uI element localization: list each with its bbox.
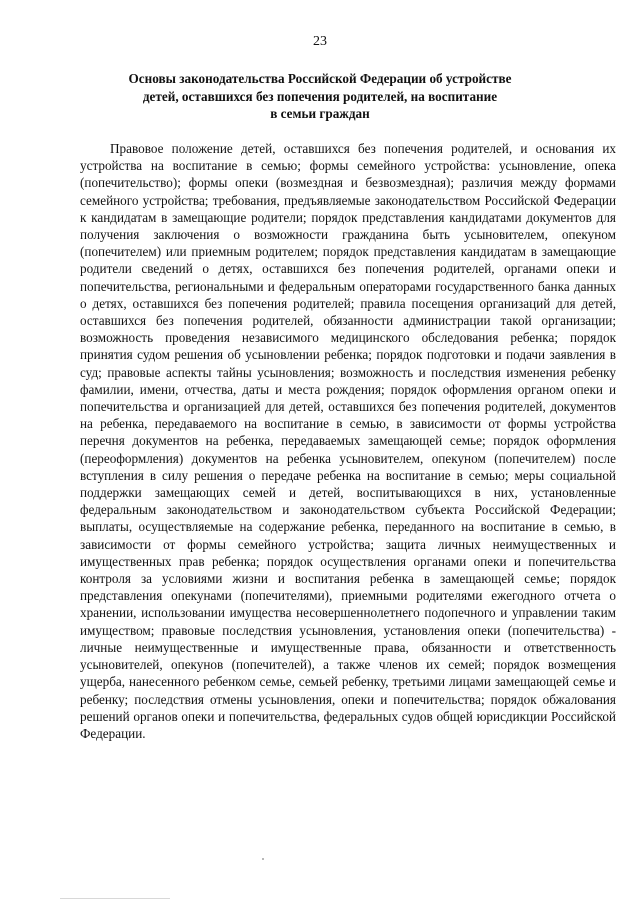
section-title: [80, 70, 560, 123]
section-title-line-2: детей, оставшихся без попечения родителей, на воспитание: [142, 88, 498, 104]
scan-artifact-mark: [60, 898, 170, 899]
body-paragraph: Правовое положение детей, оставшихся без попечения родителей, и основания их устройства на воспитание в семью; формы семейного устройства: усыновление, опека (попечительство); формы опеки (возмездная и безвозмездная); различия между формами семейного устройства; требования, предъявляемые законодательством Российской Федерации к кандидатам в замещающие родители; порядок представления кандидатами документов для получения заключения о возможности гражданина быть усыновителем, опекуном (попечителем) или приемным родителем; порядок представления кандидатам в замещающие родители сведений о детях, оставшихся без попечения родителей, органами опеки и попечительства, региональными и федеральным операторами государственного банка данных о детях, оставшихся без попечения родителей; правила посещения организаций для детей, оставшихся без попечения родителей, обязанности администрации такой организации; возможность проведения независимого медицинского обследования ребенка; порядок принятия судом решения об усыновлении ребенка; порядок подготовки и подачи заявления в суд; правовые аспекты тайны усыновления; возможность и последствия изменения ребенку фамилии, имени, отчества, даты и места рождения; порядок оформления органом опеки и попечительства и организацией для детей, оставшихся без попечения родителей, документов на ребенка, передаваемого на воспитание в семью, в зависимости от формы устройства перечня документов на ребенка, передаваемых замещающей семье; порядок оформления (переоформления) документов на ребенка усыновителем, опекуном (попечителем) после вступления в силу решения о передаче ребенка на воспитание в семью; меры социальной поддержки замещающих семей и детей, воспитывающихся в них, установленные федеральным законодательством и законодательством субъекта Российской Федерации; выплаты, осуществляемые на содержание ребенка, переданного на воспитание в семью, в зависимости от формы семейного устройства; защита личных неимущественных и имущественных прав ребенка; порядок осуществления органами опеки и попечительства контроля за условиями жизни и воспитания ребенка в замещающей семье; порядок представления опекунами (попечителями), приемными родителями ежегодного отчета о хранении, использовании имущества несовершеннолетнего подопечного и управлении таким имуществом; правовые последствия усыновления, установления опеки (попечительства) - личные неимущественные и имущественные права, обязанности и ответственность усыновителей, опекунов (попечителей), а также членов их семей; порядок возмещения ущерба, нанесенного ребенком семье, семьей ребенку, третьими лицами замещающей семье и ребенку; последствия отмены усыновления, опеки и попечительства; порядок обжалования решений органов опеки и попечительства, федеральных судов общей юрисдикции Российской Федерации.: [80, 141, 616, 741]
scan-artifact-mark: [262, 858, 264, 860]
section-title-line-3: в семьи граждан: [270, 106, 370, 121]
page-number: 23: [313, 34, 327, 49]
section-title-line-1: Основы законодательства Российской Федерации об устройстве: [128, 71, 512, 86]
